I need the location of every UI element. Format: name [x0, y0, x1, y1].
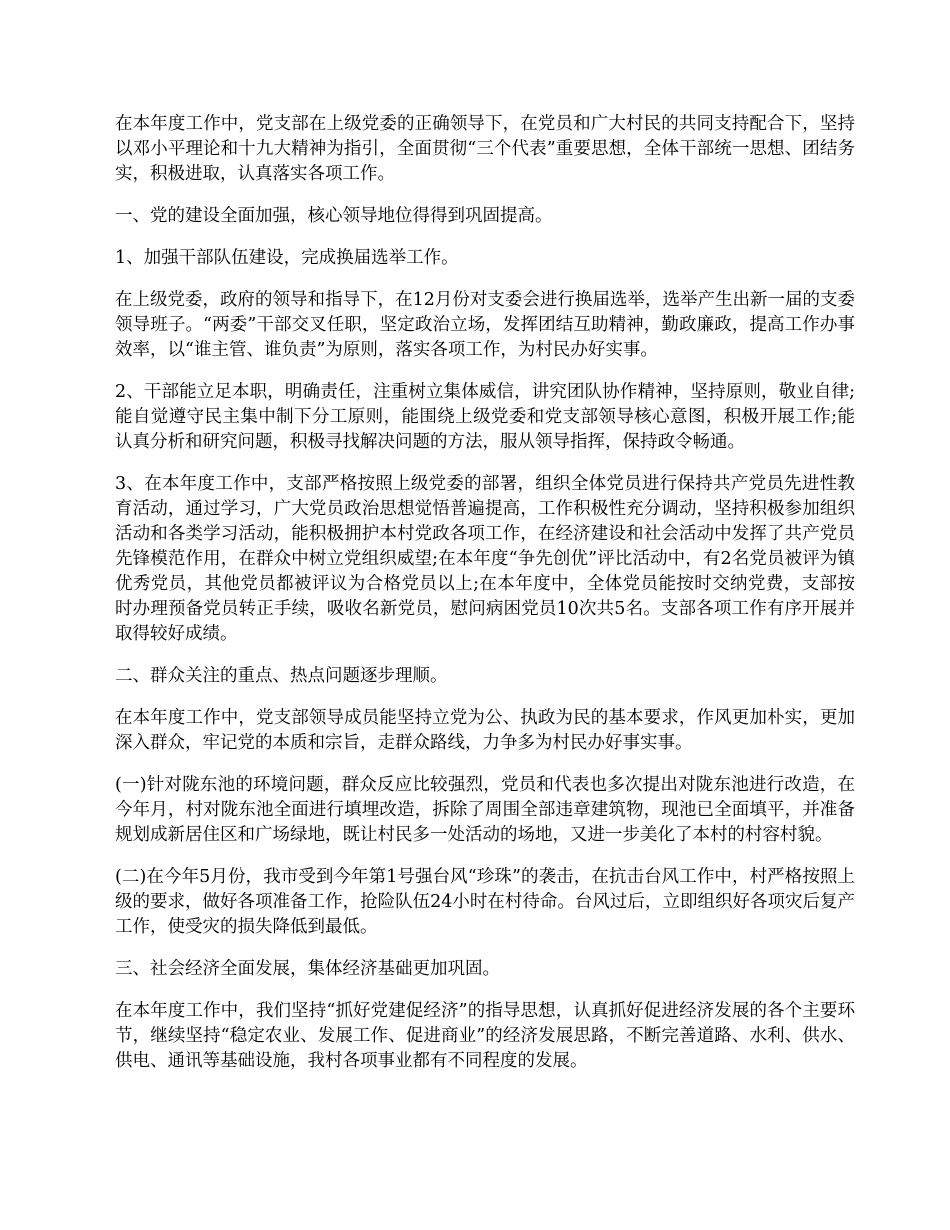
section-heading-public-concerns: 二、群众关注的重点、热点问题逐步理顺。	[115, 666, 448, 686]
subsection-heading-cadre-team: 1、加强干部队伍建设，完成换届选举工作。	[115, 248, 459, 268]
section-heading-economy: 三、社会经济全面发展，集体经济基础更加巩固。	[115, 959, 500, 979]
member-education-paragraph: 3、在本年度工作中，支部严格按照上级党委的部署，组织全体党员进行保持共产党员先进性教育活动，通过学习，广大党员政治思想觉悟普遍提高，工作积极性充分调动，坚持积极参加组织活动和各类学习活动，能积极拥护本村党政各项工作，在经济建设和社会活动中发挥了共产党员先锋模范作用，在群众中树立党组织威望;在本年度“争先创优”评比活动中，有2名党员被评为镇优秀党员，其他党员都被评议为合格党员以上;在本年度中，全体党员能按时交纳党费，支部按时办理预备党员转正手续，吸收名新党员，慰问病困党员10次共5名。支部各项工作有序开展并取得较好成绩。	[115, 474, 855, 644]
public-concerns-paragraph: 在本年度工作中，党支部领导成员能坚持立党为公、执政为民的基本要求，作风更加朴实，更加深入群众，牢记党的本质和宗旨，走群众路线，力争多为村民办好事实事。	[115, 708, 855, 753]
cadre-duty-paragraph: 2、干部能立足本职，明确责任，注重树立集体威信，讲究团队协作精神，坚持原则，敬业自律;能自觉遵守民主集中制下分工原则，能围绕上级党委和党支部领导核心意图，积极开展工作;能认真分析和研究问题，积极寻找解决问题的方法，服从领导指挥，保持政令畅通。	[115, 382, 855, 452]
pond-renovation-paragraph: (一)针对陇东池的环境问题，群众反应比较强烈，党员和代表也多次提出对陇东池进行改造，在今年月，村对陇东池全面进行填埋改造，拆除了周围全部违章建筑物，现池已全面填平，并准备规划成新居住区和广场绿地，既让村民多一处活动的场地，又进一步美化了本村的村容村貌。	[115, 775, 855, 845]
election-paragraph: 在上级党委，政府的领导和指导下，在12月份对支委会进行换届选举，选举产生出新一届的支委领导班子。“两委”干部交叉任职，坚定政治立场，发挥团结互助精神，勤政廉政，提高工作办事效率，以“谁主管、谁负责”为原则，落实各项工作，为村民办好实事。	[115, 290, 855, 360]
section-heading-party-building: 一、党的建设全面加强，核心领导地位得得到巩固提高。	[115, 206, 553, 226]
intro-paragraph: 在本年度工作中，党支部在上级党委的正确领导下，在党员和广大村民的共同支持配合下，坚持以邓小平理论和十九大精神为指引，全面贯彻“三个代表”重要思想，全体干部统一思想、团结务实，积极进取，认真落实各项工作。	[115, 114, 855, 184]
economy-paragraph: 在本年度工作中，我们坚持“抓好党建促经济”的指导思想，认真抓好促进经济发展的各个主要环节，继续坚持“稳定农业、发展工作、促进商业”的经济发展思路，不断完善道路、水利、供水、供电、通讯等基础设施，我村各项事业都有不同程度的发展。	[115, 1001, 855, 1071]
typhoon-paragraph: (二)在今年5月份，我市受到今年第1号强台风“珍珠”的袭击，在抗击台风工作中，村严格按照上级的要求，做好各项准备工作，抢险队伍24小时在村待命。台风过后，立即组织好各项灾后复产工作，使受灾的损失降低到最低。	[115, 867, 855, 937]
document-page	[115, 112, 855, 1091]
